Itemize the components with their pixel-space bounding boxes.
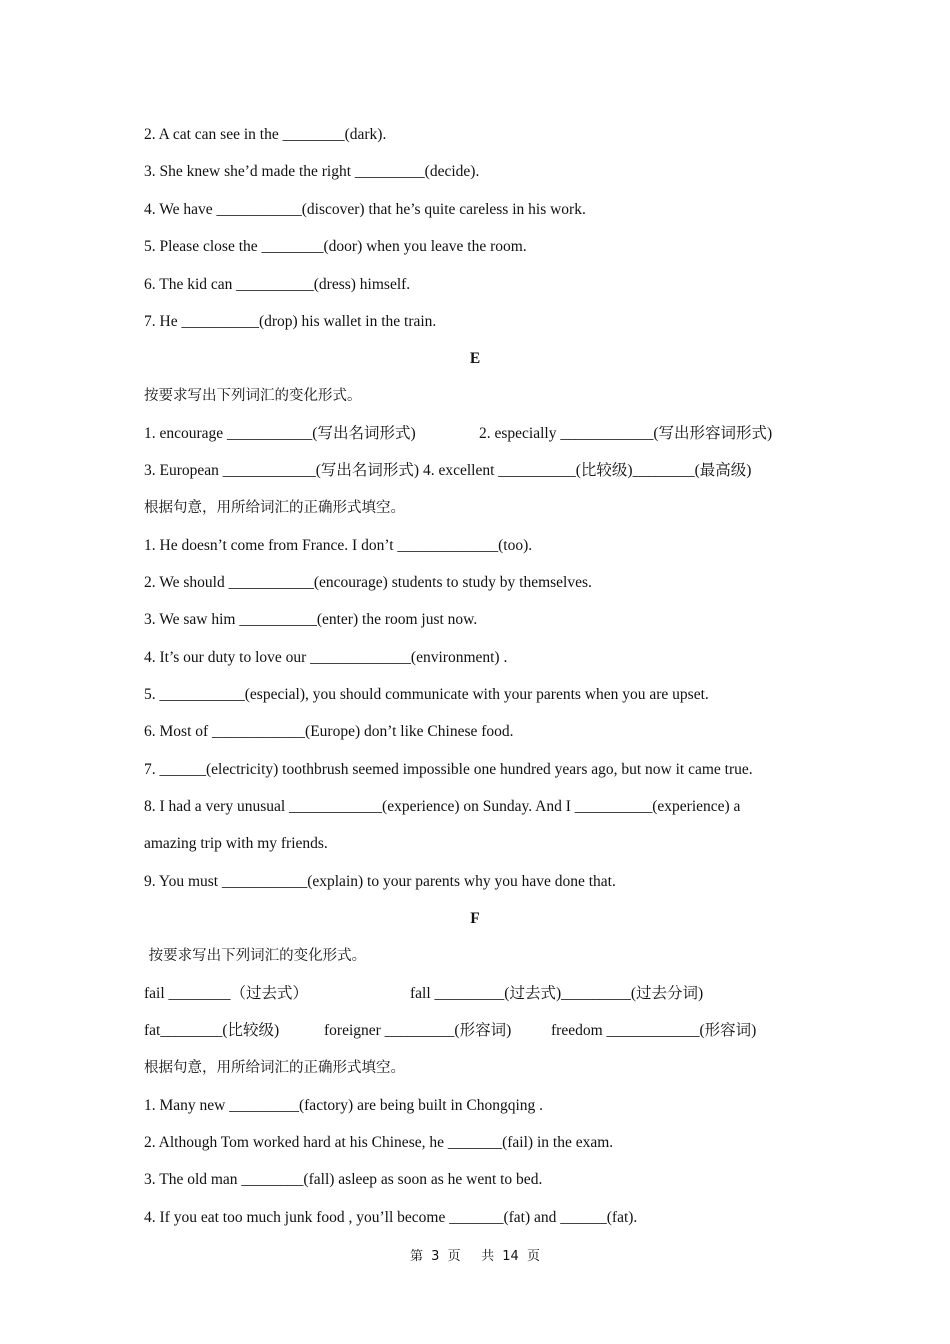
sentence-f-2: 2. Although Tom worked hard at his Chinese, he _______(fail) in the exam. (144, 1134, 614, 1151)
sentence-f-1: 1. Many new _________(factory) are being built in Chongqing . (144, 1097, 544, 1114)
sentence-e-9: 9. You must ___________(explain) to your parents why you have done that. (144, 873, 616, 890)
section-f-instruction-forms: 按要求写出下列词汇的变化形式。 (144, 948, 367, 964)
footer-label-ye: 页 (447, 1249, 461, 1264)
sentence-f-4: 4. If you eat too much junk food , you’ll become _______(fat) and ______(fat). (144, 1209, 638, 1226)
section-e-heading: E (469, 350, 481, 367)
footer-total-pages: 14 (502, 1249, 519, 1264)
page-footer (0, 1248, 950, 1266)
sentence-d-4: 4. We have ___________(discover) that he’s quite careless in his work. (144, 201, 586, 218)
sentence-e-8: 8. I had a very unusual ____________(experience) on Sunday. And I __________(experience) a (144, 798, 741, 815)
footer-page-number: 3 (431, 1249, 440, 1264)
footer-label-di: 第 (410, 1249, 424, 1264)
sentence-d-5: 5. Please close the ________(door) when you leave the room. (144, 238, 527, 255)
sentence-d-2: 2. A cat can see in the ________(dark). (144, 126, 387, 143)
section-e-forms-2: 2. especially ____________(写出形容词形式) (479, 425, 773, 442)
sentence-e-6: 6. Most of ____________(Europe) don’t like Chinese food. (144, 723, 514, 740)
sentence-e-8-continued: amazing trip with my friends. (144, 835, 328, 852)
sentence-e-3: 3. We saw him __________(enter) the room just now. (144, 611, 478, 628)
section-e-instruction-fill: 根据句意，用所给词汇的正确形式填空。 (144, 500, 405, 516)
sentence-e-7: 7. ______(electricity) toothbrush seemed impossible one hundred years ago, but now it came true. (144, 761, 753, 778)
section-f-forms-freedom: freedom ____________(形容词) (551, 1022, 757, 1039)
section-f-instruction-fill: 根据句意，用所给词汇的正确形式填空。 (144, 1060, 405, 1076)
footer-label-ye2: 页 (526, 1249, 540, 1264)
sentence-f-3: 3. The old man ________(fall) asleep as soon as he went to bed. (144, 1171, 543, 1188)
section-e-forms-3-4: 3. European ____________(写出名词形式) 4. excellent __________(比较级)________(最高级) (144, 462, 752, 479)
section-f-heading: F (470, 910, 480, 927)
sentence-e-2: 2. We should ___________(encourage) students to study by themselves. (144, 574, 592, 591)
sentence-e-5: 5. ___________(especial), you should communicate with your parents when you are upset. (144, 686, 709, 703)
section-f-forms-fail: fail ________（过去式） (144, 985, 309, 1002)
section-f-forms-foreigner: foreigner _________(形容词) (324, 1022, 512, 1039)
section-f-forms-fat: fat________(比较级) (144, 1022, 280, 1039)
sentence-e-4: 4. It’s our duty to love our _____________(environment) . (144, 649, 508, 666)
sentence-d-3: 3. She knew she’d made the right _________(decide). (144, 163, 480, 180)
sentence-d-6: 6. The kid can __________(dress) himself. (144, 276, 411, 293)
sentence-e-1: 1. He doesn’t come from France. I don’t _____________(too). (144, 537, 533, 554)
section-e-forms-1: 1. encourage ___________(写出名词形式) (144, 425, 416, 442)
section-e-instruction-forms: 按要求写出下列词汇的变化形式。 (144, 388, 362, 404)
footer-label-gong: 共 (481, 1249, 495, 1264)
sentence-d-7: 7. He __________(drop) his wallet in the train. (144, 313, 437, 330)
section-f-forms-fall: fall _________(过去式)_________(过去分词) (410, 985, 704, 1002)
